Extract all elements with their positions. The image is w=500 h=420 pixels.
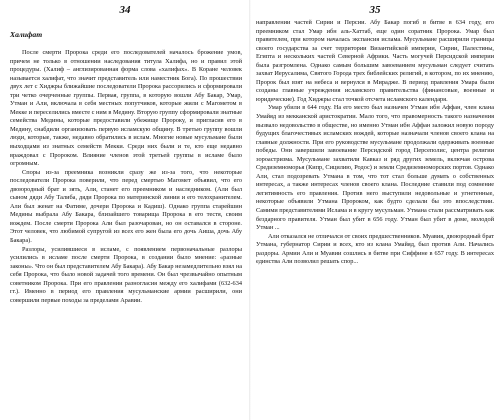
chapter-title: Халифат [10,30,43,39]
right-page [250,0,500,420]
right-paragraph: направлении частей Сирии и Персии. Абу Бакар погиб в битве в 634 году, его преемником стал Умар ибн аль-Хаттаб, еще один соратник Пророка. Умар был правителем, при котором началась экспансия ислама. Мусульмане расширили границы своего государства за счет территории Византийской империи, Сирии, Палестины, Египта и нескольких частей Северной Африки. Часть могучей Персидской империи была разгромлена. Однако самым большим завоеванием мусульман следует считать захват Иерусалима, Святого Города трех библейских религий, в котором, по их мнению, Пророк был взят на небеса и вернулся в Мирадже. В период правления Умара были созданы главные учреждения исламского правительства (финансовые, военные и юридические). Год Хиджры стал точкой отсчета исламского календаря. [256,19,494,103]
left-paragraph: Разлоры, усилившиеся в исламе, с появлением первоначальные разлоры усилились в исламе после смерти Пророка, в создании было мнение: «разные законы». Что он был представителем Абу Бакара). Абу Бакар незамедлительно взял на себя Пророка, что было новой задачей того времени. Он был чрезвычайно опытным советником Пророка. При его правлении разногласия между его халифами (632-634 гг.). Именно в период его правления мусульманские армии расширили, они совершили первые походы за пределами Аравии. [10,245,242,304]
left-paragraph: Споры из-за преемника возникли сразу же из-за того, что некоторые последователи Пророка поверили, что перед смертью Магомет объявил, что его двоюродный брат и зять, Али, станет его преемником и наследником. (Али был сыном дяди Абу Талиба, дяди Пророка по материнской линии и его телохранителем. Али был женат на Фатиме, дочери Пророка и Кадиш). Однако группа старейшин Медины выбрала Абу Бакара, близайшего товарища Пророка в его тестя, своим вождем. После смерти Пророка Али был разочарован, но он оставался в стороне. Этот человек, что любимой супругой из всех его жен была его дочь Аиша, дочь Абу Бакара). [10,168,242,245]
right-paragraph: Умар убили в 644 году. На его место был назначен Утман ибн Аффан, член клана Умайяд из мекканской аристократии. Мало того, что правомерность такого назначения вызвало недовольство в обществе, но именно Утман ибн Аффан заложил новую породу будущих благочестивых исламских вождей, которые назначали членов своего клана на главные должности. При его руководстве мусульмане продолжали одерживать военные победы. Они завершили завоевание Персидской город Персеполис, центра религии зороастризма. Мусульмане захватили Кавказ и ряд других земель, включая острова Средиземноморья (Кипр, Сицилию, Родос) и земли Средиземноморских портов. Однако Али, стал подозревать Утмана в том, что тот стал больше думать о собственных интересах, а также интересах членов своего клана. Последние ставили под сомнение легитимность его правления. Против него выступили недовольные и угнетенные, некоторые объявили Утмана Пророком, как будто сделали бы это впоследствии. Самими представителями Ислама и в кругу мусульман. Утмана стали рассматривать как бездарного правителя. Утман был убит в 656 году. Утман был убит в доме, молодой Утман ... [256,104,494,232]
right-paragraph: Али отказался не отличался от своих предшественников. Муавия, двоюродный брат Утмана, губернатор Сирии и всех, кто из клана Умайяд, был против Али. Начались раздоры. Армии Али и Муавии сошлись в битве при Сиффине в 657 году. В интересах единства Али позволил решать спор... [256,232,494,266]
left-paragraph: После смерти Пророка среди его последователей началось брожение умов, причем не только в отношении наследования титула Халифа, но и правил этой процедуры. (Халиф – англизированная форма слова «халифах». В Коране человек называется халифат, что значит представитель или наместник Бога). По прошествии двух лет с Хиджры ближайшие последователи Пророка рассорились и сформировали три четко очерченные группы. Первая, группа, в которую вошли Абу Бакар, Умар, Утман и Али, включала в себя местных попутчиков, которые жили с Магометом в Мекке и переселились вместе с ним в Медину. Вторую группу сформировали знатные семейства Медины, которые предоставили убежище Пророку, и пригласив его в Медину, снабдили организовать первую исламскую общину. В третью группу вошли люди, которые, также, недавно обратились в ислам. Многие новые мусульмане были выходцами из знатных семейств Мекки. Среди них были и те, кто еще недавно враждовал с Пророком. Влияние членов этой третьей группы в исламе было огромным. [10,49,242,168]
page-number-left: 34 [119,4,131,16]
page-number-right: 35 [369,4,381,16]
